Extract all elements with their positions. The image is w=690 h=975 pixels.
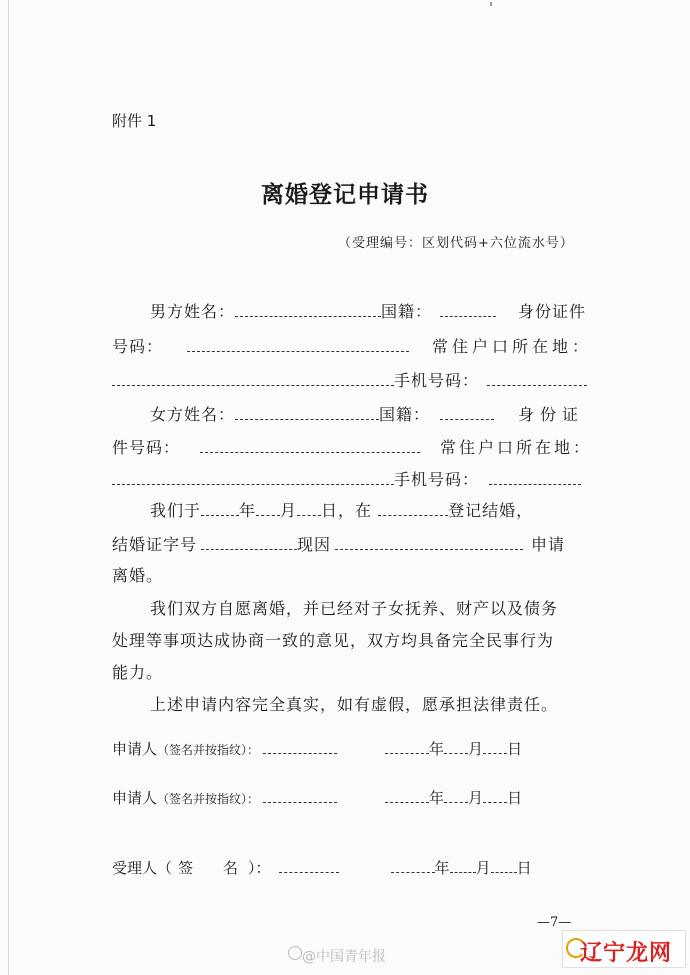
applicant-2-day-text: 日 [507, 789, 523, 807]
page-subtitle: （受理编号：区划代码+六位流水号） [338, 236, 574, 251]
female-line-2 [112, 435, 592, 458]
applicant-2-month-text: 月 [468, 789, 484, 807]
applicant-2-year-text: 年 [429, 789, 445, 807]
cert-label: 结婚证字号 [112, 535, 198, 554]
acceptor-month-text: 月 [475, 859, 491, 877]
weibo-icon [288, 946, 302, 960]
attachment-label: 附件 1 [112, 112, 157, 130]
male-nationality-blank[interactable] [440, 304, 496, 317]
female-nationality-label: 国籍： [379, 405, 431, 424]
marriage-line-3 [112, 563, 592, 586]
applicant-1-row [112, 738, 522, 759]
applicant-2-sign-blank[interactable] [263, 790, 337, 803]
male-line-1 [150, 299, 592, 322]
divorce-text: 离婚。 [112, 566, 164, 585]
male-line-3 [112, 368, 592, 391]
applicant-1-month-blank[interactable] [444, 741, 468, 754]
male-nationality-label: 国籍： [381, 302, 433, 321]
para1-line-2: 处理等事项达成协商一致的意见，双方均具备完全民事行为 [112, 631, 555, 650]
apply-text: 申请 [531, 535, 566, 554]
applicant-2-label: 申请人 [112, 789, 158, 807]
applicant-1-sign-blank[interactable] [263, 741, 337, 754]
male-line-2 [112, 334, 592, 357]
male-phone-blank[interactable] [487, 373, 587, 386]
marriage-line-1 [150, 498, 592, 521]
para2-line: 上述申请内容完全真实，如有虚假，愿承担法律责任。 [150, 695, 559, 714]
acceptor-row [112, 857, 532, 878]
applicant-2-note: （签名并按指纹）： [157, 792, 260, 806]
male-name-label: 男方姓名： [150, 302, 236, 321]
acceptor-label: 受理人（ [112, 859, 173, 877]
para1-line-1: 我们双方自愿离婚，并已经对子女抚养、财产以及债务 [150, 599, 559, 618]
acceptor-name-char: 名 [223, 859, 239, 877]
applicant-2-month-blank[interactable] [444, 790, 468, 803]
acceptor-day-text: 日 [516, 859, 532, 877]
female-id-label-1: 身份证 [518, 405, 585, 424]
acceptor-year-text: 年 [434, 859, 450, 877]
marriage-line-2 [112, 532, 592, 555]
male-residence-blank[interactable] [112, 373, 394, 386]
female-phone-blank[interactable] [489, 472, 581, 485]
male-id-label-1: 身份证件 [518, 302, 587, 321]
scan-mark [490, 2, 492, 6]
applicant-2-row [112, 787, 522, 808]
female-residence-blank[interactable] [112, 472, 394, 485]
reason-blank[interactable] [335, 537, 523, 550]
applicant-2-year-blank[interactable] [385, 790, 429, 803]
year-text: 年 [239, 501, 257, 520]
acceptor-sign-char: 签 [178, 859, 194, 877]
female-id-label-2: 件号码： [112, 438, 181, 457]
page-edge-line [8, 0, 9, 975]
registered-text: 登记结婚， [448, 501, 534, 520]
acceptor-year-blank[interactable] [391, 860, 435, 873]
we-on-text: 我们于 [150, 501, 202, 520]
male-name-blank[interactable] [235, 304, 381, 317]
acceptor-month-blank[interactable] [450, 860, 476, 873]
female-phone-label: 手机号码： [394, 470, 480, 489]
female-line-3 [112, 467, 592, 490]
applicant-1-note: （签名并按指纹）： [157, 743, 260, 757]
male-phone-label: 手机号码： [394, 371, 480, 390]
applicant-1-month-text: 月 [468, 740, 484, 758]
male-id-blank[interactable] [187, 339, 409, 352]
applicant-1-day-text: 日 [507, 740, 523, 758]
brand-logo-text: 辽宁龙网 [580, 941, 673, 966]
marriage-place-blank[interactable] [378, 503, 448, 516]
female-line-1 [150, 402, 592, 425]
para1-line-3: 能力。 [112, 663, 164, 682]
marriage-day-blank[interactable] [297, 503, 321, 516]
applicant-1-year-text: 年 [429, 740, 445, 758]
acceptor-day-blank[interactable] [491, 860, 517, 873]
female-id-blank[interactable] [200, 440, 420, 453]
female-name-blank[interactable] [235, 407, 379, 420]
female-name-label: 女方姓名： [150, 405, 236, 424]
marriage-year-blank[interactable] [201, 503, 239, 516]
male-residence-label: 常住户口所在地： [431, 337, 592, 356]
applicant-1-day-blank[interactable] [483, 741, 507, 754]
day-text: 日，在 [321, 501, 373, 520]
page-title: 离婚登记申请书 [261, 181, 429, 208]
female-nationality-blank[interactable] [440, 407, 494, 420]
applicant-2-day-blank[interactable] [483, 790, 507, 803]
marriage-month-blank[interactable] [256, 503, 280, 516]
month-text: 月 [280, 501, 298, 520]
applicant-1-label: 申请人 [112, 740, 158, 758]
watermark-text: @中国青年报 [302, 949, 386, 965]
cert-number-blank[interactable] [201, 537, 297, 550]
page-number: —7— [537, 915, 572, 930]
female-residence-label: 常住户口所在地： [439, 438, 592, 457]
applicant-1-year-blank[interactable] [385, 741, 429, 754]
acceptor-close: ）： [248, 859, 271, 877]
now-due-text: 现因 [297, 535, 332, 554]
acceptor-sign-blank[interactable] [279, 860, 339, 873]
male-id-label-2: 号码： [112, 337, 164, 356]
